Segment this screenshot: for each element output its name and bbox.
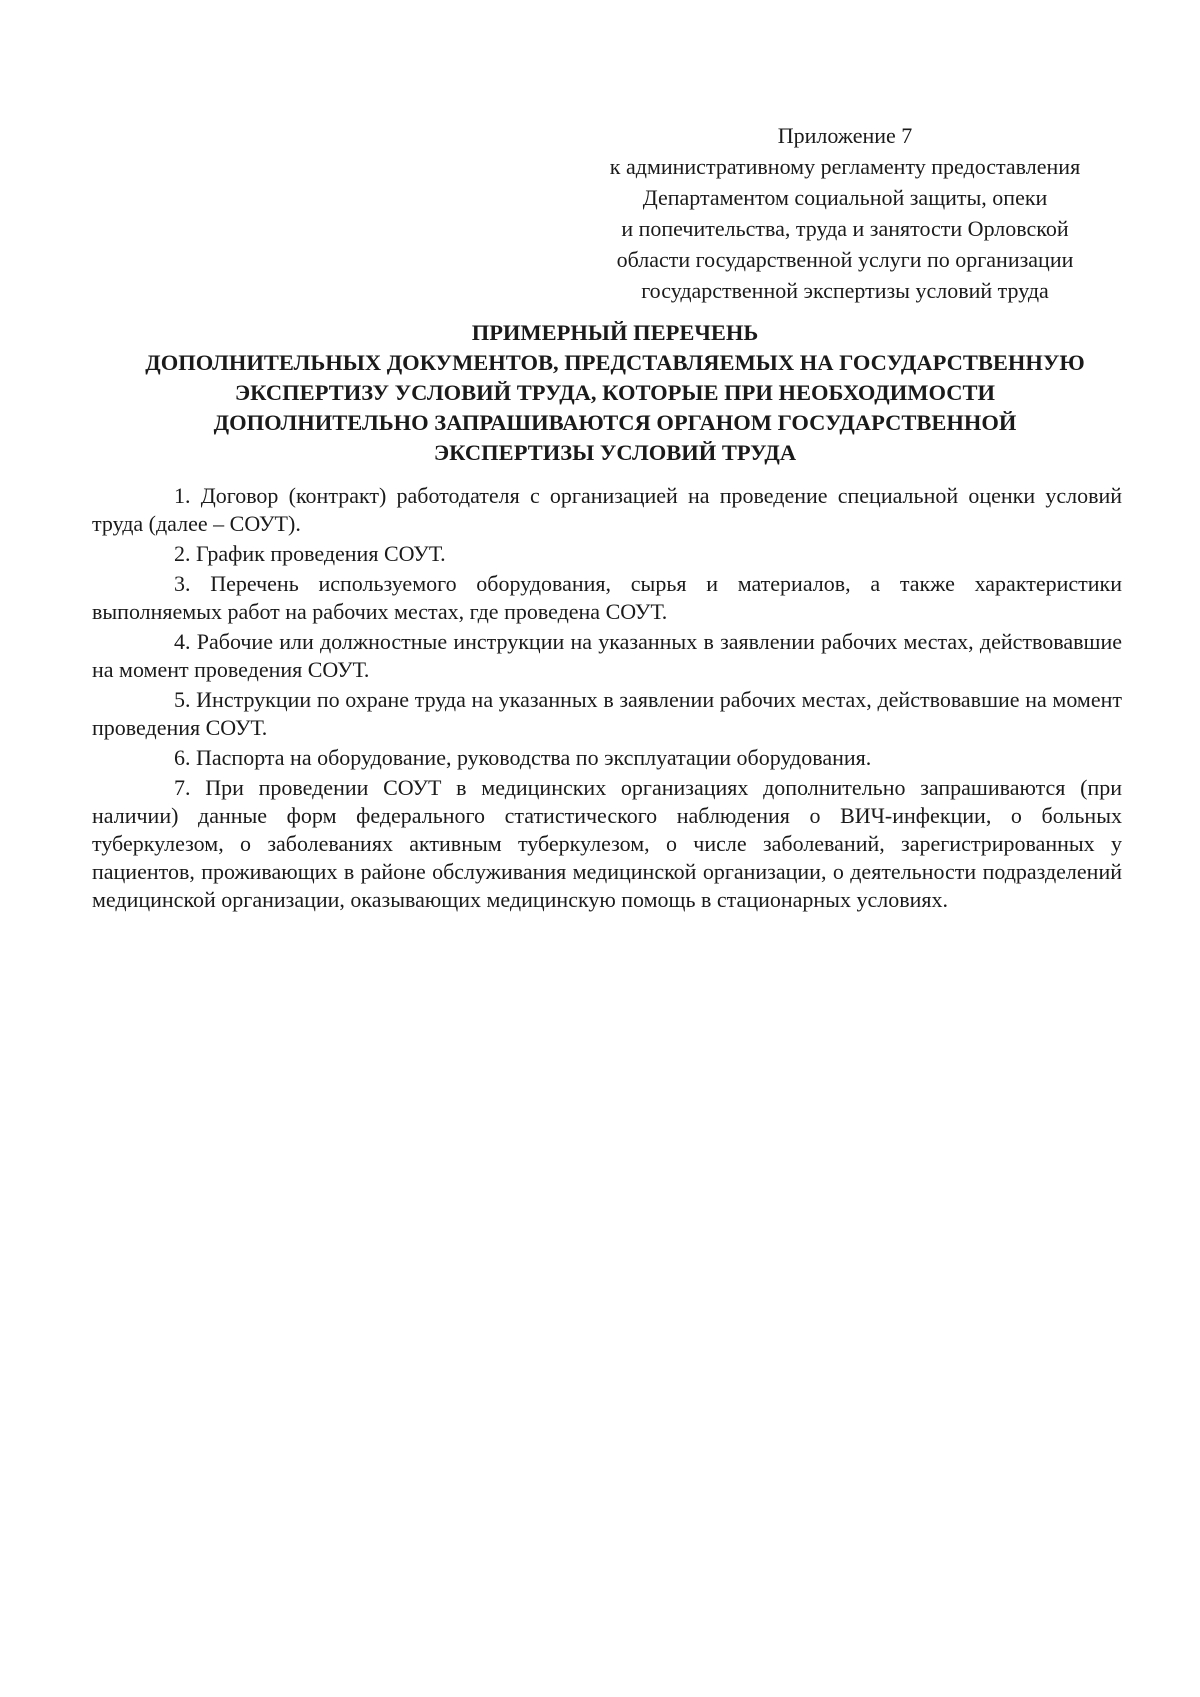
document-body [92,482,1122,916]
list-item: 1. Договор (контракт) работодателя с организацией на проведение специальной оценки условий труда (далее – СОУТ). [92,483,1122,536]
list-item: 4. Рабочие или должностные инструкции на указанных в заявлении рабочих местах, действовавшие на момент проведения СОУТ. [92,629,1122,682]
list-item: 5. Инструкции по охране труда на указанных в заявлении рабочих местах, действовавшие на момент проведения СОУТ. [92,687,1122,740]
list-item: 2. График проведения СОУТ. [174,541,446,566]
appendix-line: государственной экспертизы условий труда [641,278,1049,303]
appendix-line: к административному регламенту предоставления [609,154,1081,179]
title-line: ДОПОЛНИТЕЛЬНЫХ ДОКУМЕНТОВ, ПРЕДСТАВЛЯЕМЫХ НА ГОСУДАРСТВЕННУЮ [145,350,1085,375]
title-line: ПРИМЕРНЫЙ ПЕРЕЧЕНЬ [471,320,759,345]
appendix-line: Департаментом социальной защиты, опеки [642,185,1048,210]
list-item: 3. Перечень используемого оборудования, сырья и материалов, а также характеристики выполняемых работ на рабочих местах, где проведена СОУТ. [92,571,1122,624]
appendix-line: Приложение 7 [777,123,913,148]
list-item: 6. Паспорта на оборудование, руководства по эксплуатации оборудования. [174,745,872,770]
document-title [90,318,1140,468]
title-line: ДОПОЛНИТЕЛЬНО ЗАПРАШИВАЮТСЯ ОРГАНОМ ГОСУДАРСТВЕННОЙ [213,410,1017,435]
appendix-line: области государственной услуги по организации [616,247,1074,272]
appendix-line: и попечительства, труда и занятости Орловской [621,216,1069,241]
list-item: 7. При проведении СОУТ в медицинских организациях дополнительно запрашиваются (при наличии) данные форм федерального статистического наблюдения о ВИЧ-инфекции, о больных туберкулезом, о заболеваниях активным туберкулезом, о числе заболеваний, зарегистрированных у пациентов, проживающих в районе обслуживания медицинской организации, о деятельности подразделений медицинской организации, оказывающих медицинскую помощь в стационарных условиях. [92,775,1122,912]
title-line: ЭКСПЕРТИЗУ УСЛОВИЙ ТРУДА, КОТОРЫЕ ПРИ НЕОБХОДИМОСТИ [234,380,996,405]
title-line: ЭКСПЕРТИЗЫ УСЛОВИЙ ТРУДА [433,440,797,465]
appendix-block [580,120,1110,306]
